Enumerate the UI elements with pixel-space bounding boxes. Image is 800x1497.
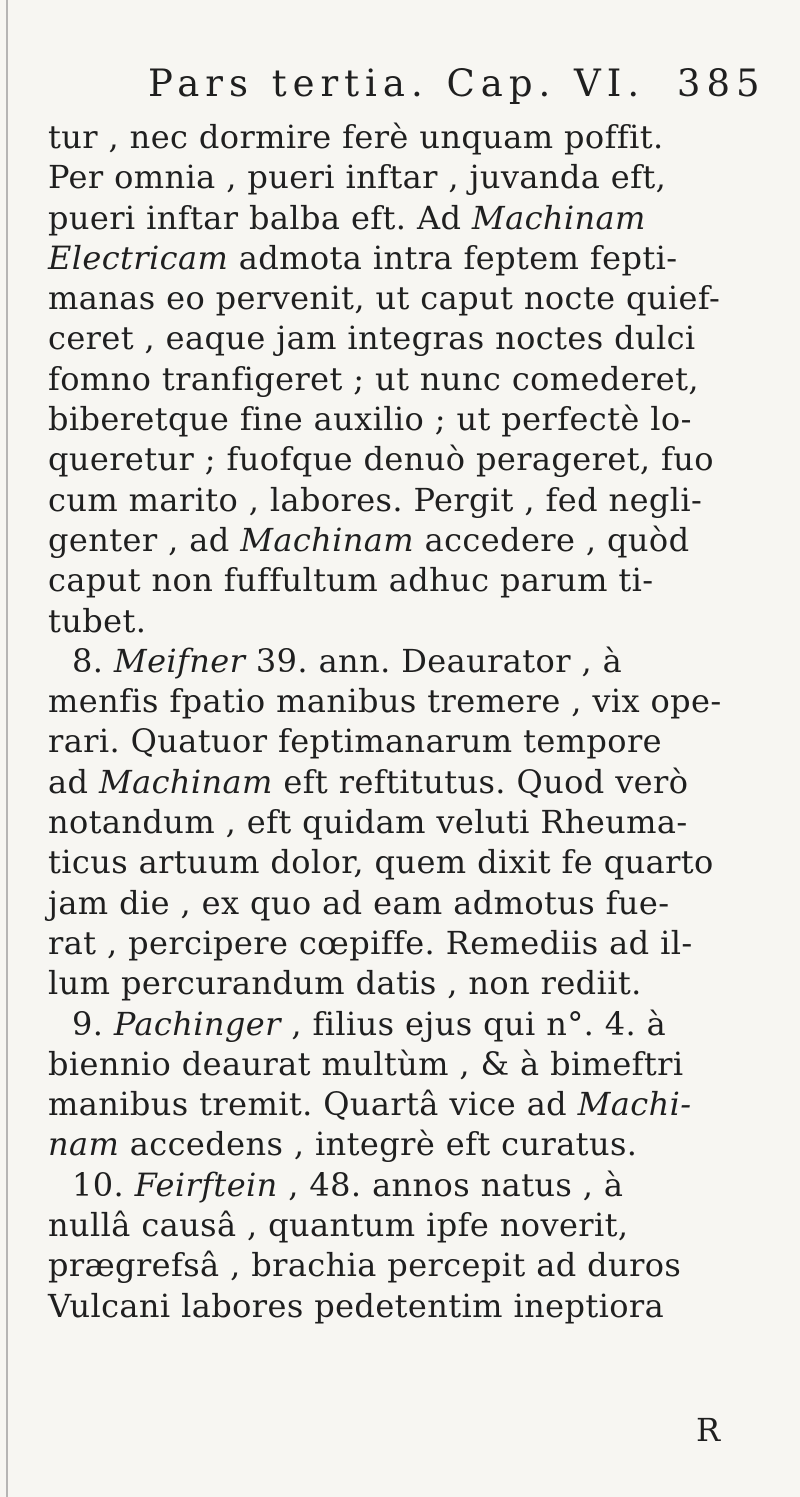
- text-run: cum marito , labores. Pergit , fed negli-: [48, 480, 703, 519]
- text-run: ad: [48, 762, 99, 801]
- text-run: 10.: [72, 1165, 135, 1204]
- text-run: manibus tremit. Quartâ vice ad: [48, 1085, 578, 1124]
- text-run: caput non fuffultum adhuc parum ti-: [48, 561, 654, 600]
- text-run: ceret , eaque jam integras noctes dulci: [48, 319, 696, 358]
- text-line: [48, 641, 768, 681]
- text-run: , 48. annos natus , à: [277, 1165, 624, 1204]
- text-run: nullâ causâ , quantum ipfe noverit,: [48, 1206, 629, 1245]
- text-line: [48, 198, 768, 238]
- text-run: 9.: [72, 1004, 114, 1043]
- body-text: [48, 117, 768, 1326]
- text-line: [48, 480, 768, 520]
- text-line: [48, 883, 768, 923]
- page-number: 385: [676, 62, 766, 105]
- text-line: [48, 1044, 768, 1084]
- text-line: [48, 238, 768, 278]
- page-edge-rule: [6, 0, 8, 1497]
- text-run: accedens , integrè eft curatus.: [119, 1125, 638, 1164]
- text-line: [48, 1205, 768, 1245]
- text-line: [48, 1286, 768, 1326]
- text-line: [48, 359, 768, 399]
- italic-text: Meifner: [113, 641, 246, 680]
- text-line: [48, 681, 768, 721]
- text-line: [48, 721, 768, 761]
- text-run: tubet.: [48, 601, 147, 640]
- text-line: [48, 1084, 768, 1124]
- text-run: manas eo pervenit, ut caput nocte quief-: [48, 279, 721, 318]
- text-line: [48, 923, 768, 963]
- italic-text: nam: [48, 1125, 120, 1164]
- text-run: jam die , ex quo ad eam admotus fue-: [48, 883, 670, 922]
- text-run: menfis fpatio manibus tremere , vix ope-: [48, 682, 722, 721]
- italic-text: Electricam: [48, 238, 229, 277]
- italic-text: Feirftein: [134, 1165, 278, 1204]
- text-run: pueri inftar balba eft. Ad: [48, 198, 472, 237]
- running-head: [148, 62, 766, 105]
- text-line: [48, 842, 768, 882]
- text-line: [48, 762, 768, 802]
- text-line: [48, 1004, 768, 1044]
- text-line: [48, 318, 768, 358]
- italic-text: Machinam: [471, 198, 646, 237]
- text-run: prægrefsâ , brachia percepit ad duros: [48, 1246, 682, 1285]
- catchword: R: [696, 1411, 721, 1449]
- text-run: Vulcani labores pedetentim ineptiora: [48, 1286, 665, 1325]
- text-line: [48, 157, 768, 197]
- text-line: [48, 601, 768, 641]
- text-run: queretur ; fuofque denuò perageret, fuo: [48, 440, 714, 479]
- text-run: ticus artuum dolor, quem dixit fe quarto: [48, 843, 714, 882]
- text-run: eft reftitutus. Quod verò: [272, 762, 689, 801]
- text-run: notandum , eft quidam veluti Rheuma-: [48, 803, 688, 842]
- text-line: [48, 399, 768, 439]
- text-run: 39. ann. Deaurator , à: [245, 641, 623, 680]
- text-run: genter , ad: [48, 520, 241, 559]
- italic-text: Pachinger: [113, 1004, 281, 1043]
- text-line: [48, 117, 768, 157]
- running-head-title: Pars tertia. Cap. VI.: [148, 62, 646, 105]
- text-run: fomno tranfigeret ; ut nunc comederet,: [48, 359, 699, 398]
- text-run: 8.: [72, 641, 114, 680]
- italic-text: Machinam: [240, 520, 415, 559]
- text-run: biberetque fine auxilio ; ut perfectè lo-: [48, 400, 692, 439]
- italic-text: Machinam: [98, 762, 273, 801]
- text-run: rari. Quatuor feptimanarum tempore: [48, 722, 662, 761]
- text-run: Per omnia , pueri inftar , juvanda eft,: [48, 158, 667, 197]
- text-line: [48, 1124, 768, 1164]
- text-run: biennio deaurat multùm , & à bimeftri: [48, 1044, 684, 1083]
- text-line: [48, 963, 768, 1003]
- text-run: rat , percipere cœpiffe. Remediis ad il-: [48, 923, 693, 962]
- italic-text: Machi-: [577, 1085, 692, 1124]
- text-run: , filius ejus qui n°. 4. à: [280, 1004, 667, 1043]
- text-line: [48, 520, 768, 560]
- text-run: accedere , quòd: [414, 520, 690, 559]
- text-line: [48, 802, 768, 842]
- text-line: [48, 560, 768, 600]
- text-line: [48, 278, 768, 318]
- text-line: [48, 1165, 768, 1205]
- text-run: tur , nec dormire ferè unquam poffit.: [48, 118, 664, 156]
- text-line: [48, 1245, 768, 1285]
- text-line: [48, 439, 768, 479]
- text-run: admota intra feptem fepti-: [228, 238, 678, 277]
- text-run: lum percurandum datis , non rediit.: [48, 964, 642, 1003]
